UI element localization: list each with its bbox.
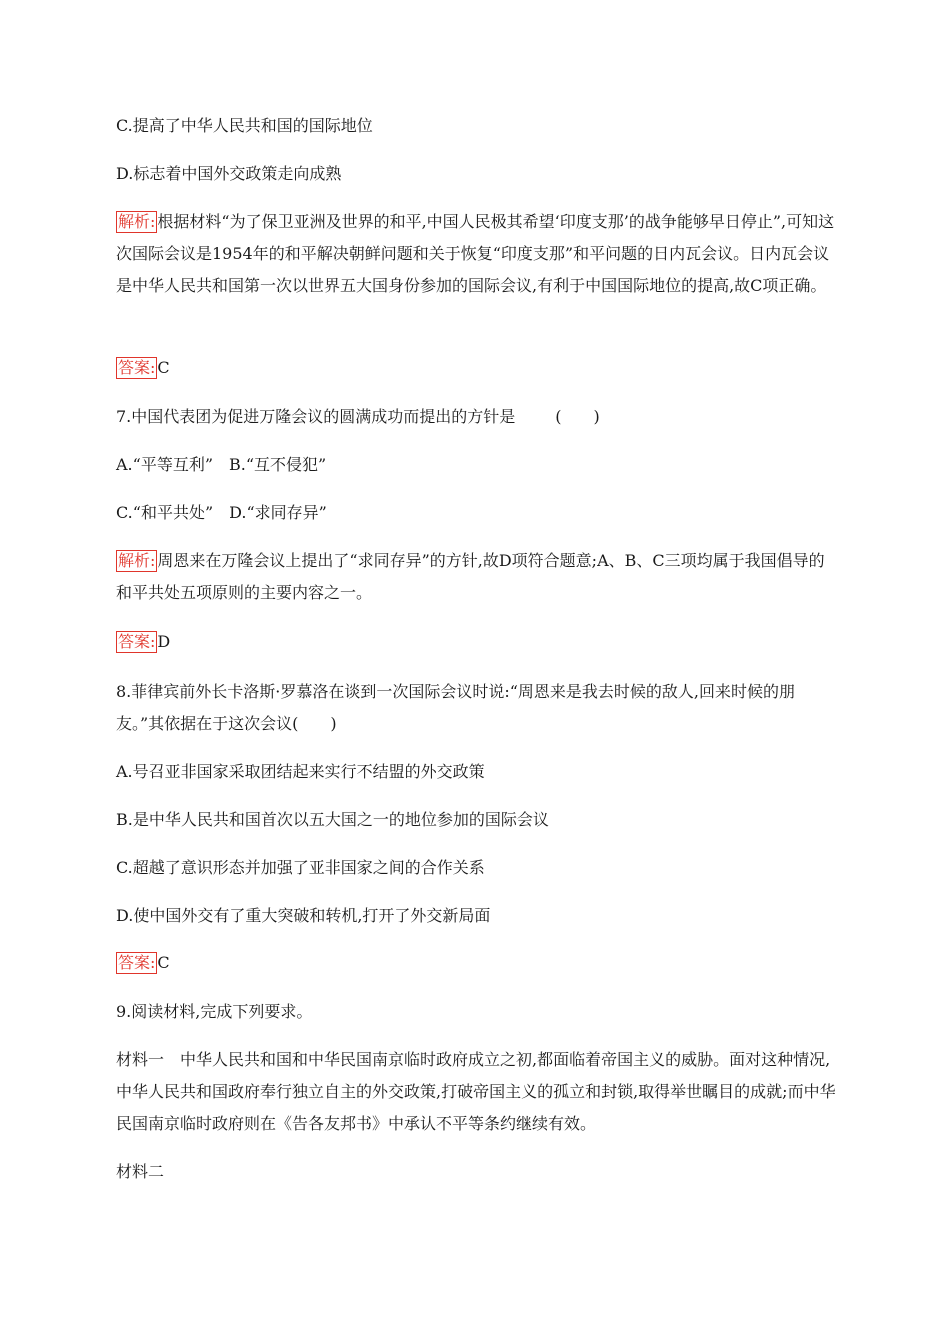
q9-stem: 9.阅读材料,完成下列要求。 <box>116 1002 313 1021</box>
analysis-text: 根据材料“为了保卫亚洲及世界的和平,中国人民极其希望‘印度支那’的战争能够早日停止”,可知这次国际会议是1954年的和平解决朝鲜问题和关于恢复“印度支那”和平问题的日内瓦会议。日内瓦会议是中华人民共和国第一次以世界五大国身份参加的国际会议,有利于中国国际地位的提高,故C项正确。 <box>116 212 835 295</box>
analysis-label: 解析: <box>118 212 156 231</box>
answer-value: D <box>157 632 171 651</box>
q9-material1: 材料一 中华人民共和国和中华民国南京临时政府成立之初,都面临着帝国主义的威胁。面对这种情况,中华人民共和国政府奉行独立自主的外交政策,打破帝国主义的孤立和封锁,取得举世瞩目的成就;而中华民国南京临时政府则在《告各友邦书》中承认不平等条约继续有效。 <box>116 1050 836 1133</box>
q7-blank: ( ) <box>555 407 600 426</box>
analysis-text: 周恩来在万隆会议上提出了“求同存异”的方针,故D项符合题意;A、B、C三项均属于我国倡导的和平共处五项原则的主要内容之一。 <box>116 551 825 602</box>
q8-stem: 8.菲律宾前外长卡洛斯·罗慕洛在谈到一次国际会议时说:“周恩来是我去时候的敌人,回来时候的朋友。”其依据在于这次会议( ) <box>116 682 796 733</box>
q9-material2: 材料二 <box>116 1162 165 1181</box>
q6-answer <box>116 356 170 380</box>
q6-option-c: C.提高了中华人民共和国的国际地位 <box>116 116 373 135</box>
answer-label: 答案: <box>118 632 156 651</box>
q7-stem <box>116 401 836 433</box>
q7-options-ab: A.“平等互利” B.“互不侵犯” <box>116 455 327 474</box>
answer-label: 答案: <box>118 953 156 972</box>
q7-options-cd: C.“和平共处” D.“求同存异” <box>116 503 327 522</box>
q7-analysis <box>116 545 836 609</box>
analysis-label: 解析: <box>118 551 156 570</box>
q8-option-d: D.使中国外交有了重大突破和转机,打开了外交新局面 <box>116 906 491 925</box>
q8-answer <box>116 951 170 975</box>
q7-answer <box>116 630 170 654</box>
q8-option-b: B.是中华人民共和国首次以五大国之一的地位参加的国际会议 <box>116 810 549 829</box>
q7-stem-text: 7.中国代表团为促进万隆会议的圆满成功而提出的方针是 <box>116 407 516 426</box>
answer-value: C <box>157 953 170 972</box>
answer-label: 答案: <box>118 358 156 377</box>
answer-value: C <box>157 358 170 377</box>
q6-option-d: D.标志着中国外交政策走向成熟 <box>116 164 342 183</box>
q6-analysis <box>116 206 836 302</box>
q8-option-c: C.超越了意识形态并加强了亚非国家之间的合作关系 <box>116 858 485 877</box>
q8-option-a: A.号召亚非国家采取团结起来实行不结盟的外交政策 <box>116 762 485 781</box>
